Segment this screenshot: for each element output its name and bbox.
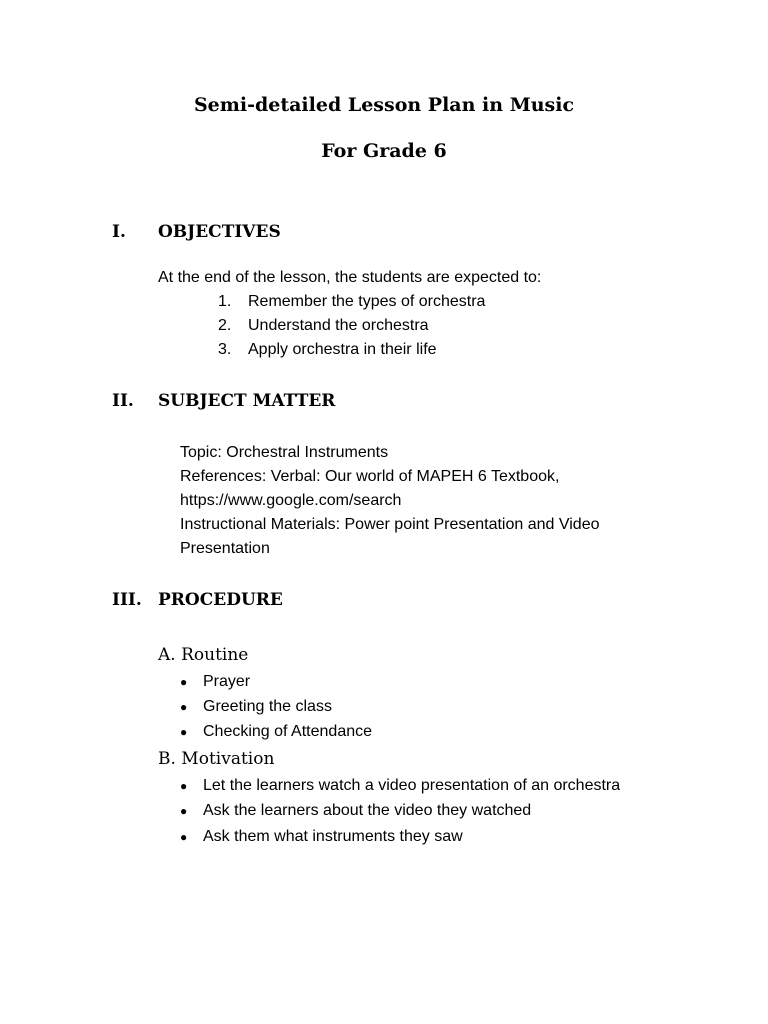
list-text: Checking of Attendance <box>203 723 373 740</box>
list-text: Ask them what instruments they saw <box>203 828 463 845</box>
section-number-subject-matter: II. <box>112 391 134 411</box>
subject-materials-cont: Presentation <box>180 540 270 557</box>
document-subtitle: For Grade 6 <box>321 140 447 162</box>
list-item <box>180 828 463 846</box>
list-number: 2. <box>218 317 232 334</box>
list-text: Let the learners watch a video presentation of an orchestra <box>203 777 621 794</box>
bullet-icon: ● <box>180 830 188 844</box>
list-number: 1. <box>218 293 232 310</box>
list-text: Understand the orchestra <box>248 317 429 334</box>
subject-topic: Topic: Orchestral Instruments <box>180 444 389 461</box>
bullet-icon: ● <box>180 804 188 818</box>
list-item <box>218 293 485 311</box>
subject-materials: Instructional Materials: Power point Presentation and Video <box>180 516 600 533</box>
bullet-icon: ● <box>180 779 188 793</box>
list-item <box>218 317 429 335</box>
bullet-icon: ● <box>180 675 188 689</box>
list-text: Remember the types of orchestra <box>248 293 486 310</box>
section-number-procedure: III. <box>112 590 142 610</box>
list-item <box>180 802 531 820</box>
section-number-objectives: I. <box>112 222 126 242</box>
list-text: Ask the learners about the video they watched <box>203 802 532 819</box>
bullet-icon: ● <box>180 725 188 739</box>
list-item <box>180 777 620 795</box>
document-title: Semi-detailed Lesson Plan in Music <box>193 94 575 116</box>
subsection-motivation: B. Motivation <box>158 749 275 769</box>
list-item <box>180 673 250 691</box>
section-title-subject-matter: SUBJECT MATTER <box>158 391 336 411</box>
list-text: Prayer <box>203 673 251 690</box>
section-title-objectives: OBJECTIVES <box>158 222 281 242</box>
list-text: Apply orchestra in their life <box>248 341 437 358</box>
subject-references: References: Verbal: Our world of MAPEH 6 Textbook, <box>180 468 560 485</box>
section-title-procedure: PROCEDURE <box>158 590 283 610</box>
list-item <box>180 698 332 716</box>
subsection-routine: A. Routine <box>158 645 249 665</box>
list-number: 3. <box>218 341 232 358</box>
bullet-icon: ● <box>180 700 188 714</box>
list-text: Greeting the class <box>203 698 332 715</box>
objectives-intro: At the end of the lesson, the students are expected to: <box>158 269 542 286</box>
list-item <box>180 723 372 741</box>
list-item <box>218 341 437 359</box>
subject-reference-url: https://www.google.com/search <box>180 492 402 509</box>
